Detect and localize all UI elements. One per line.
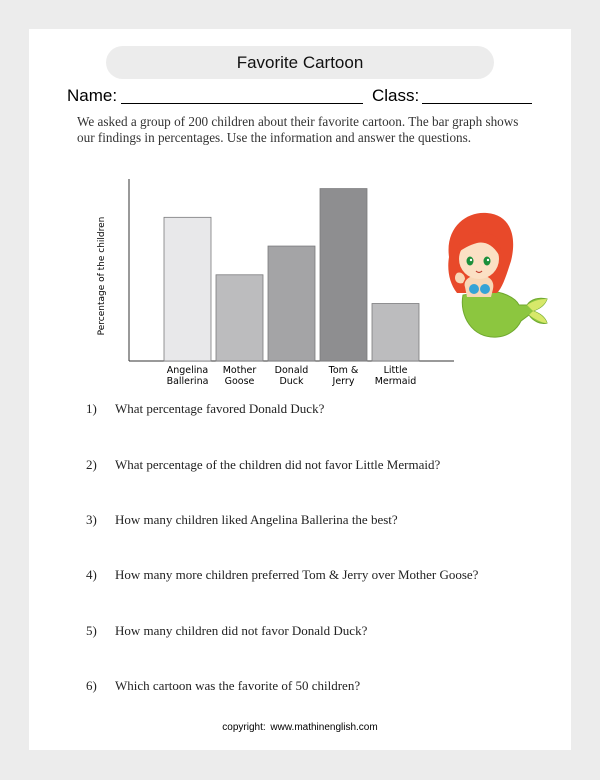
bar-2	[268, 246, 315, 361]
bar-3	[320, 189, 367, 361]
question-number: 1)	[86, 401, 97, 416]
question-number: 6)	[86, 678, 97, 693]
class-label: Class:	[372, 86, 420, 105]
question-text: What percentage of the children did not favor Little Mermaid?	[115, 457, 441, 472]
worksheet-title: Favorite Cartoon	[106, 46, 494, 79]
question-number: 5)	[86, 623, 97, 638]
worksheet-page	[29, 29, 571, 750]
category-label: Donald	[274, 365, 309, 376]
category-label: Tom &	[328, 365, 359, 376]
category-label: Ballerina	[166, 376, 209, 387]
category-label: Goose	[224, 376, 255, 387]
bar-0	[164, 217, 211, 361]
bar-4	[372, 304, 419, 361]
category-label: Mother	[222, 365, 257, 376]
bar-1	[216, 275, 263, 361]
question-text: How many children did not favor Donald Duck?	[115, 623, 368, 638]
question-number: 4)	[86, 567, 97, 582]
bar-chart	[29, 29, 571, 399]
category-label: Jerry	[332, 376, 355, 387]
intro-text: We asked a group of 200 children about their favorite cartoon. The bar graph shows our findings in percentages. Use the information and answer the questions.	[77, 114, 519, 145]
name-label: Name:	[67, 86, 118, 105]
question-number: 2)	[86, 457, 97, 472]
question-text: How many more children preferred Tom & Jerry over Mother Goose?	[115, 567, 479, 582]
category-label: Little	[383, 365, 408, 376]
category-label: Angelina	[166, 365, 209, 376]
question-number: 3)	[86, 512, 97, 527]
y-axis-label: Percentage of the children	[97, 216, 107, 336]
question-text: How many children liked Angelina Ballerina the best?	[115, 512, 398, 527]
mermaid-icon	[448, 213, 547, 337]
question-text: Which cartoon was the favorite of 50 children?	[115, 678, 361, 693]
category-label: Mermaid	[374, 376, 417, 387]
copyright-text: copyright: www.mathinenglish.com	[222, 722, 378, 733]
category-label: Duck	[279, 376, 304, 387]
question-text: What percentage favored Donald Duck?	[115, 401, 325, 416]
